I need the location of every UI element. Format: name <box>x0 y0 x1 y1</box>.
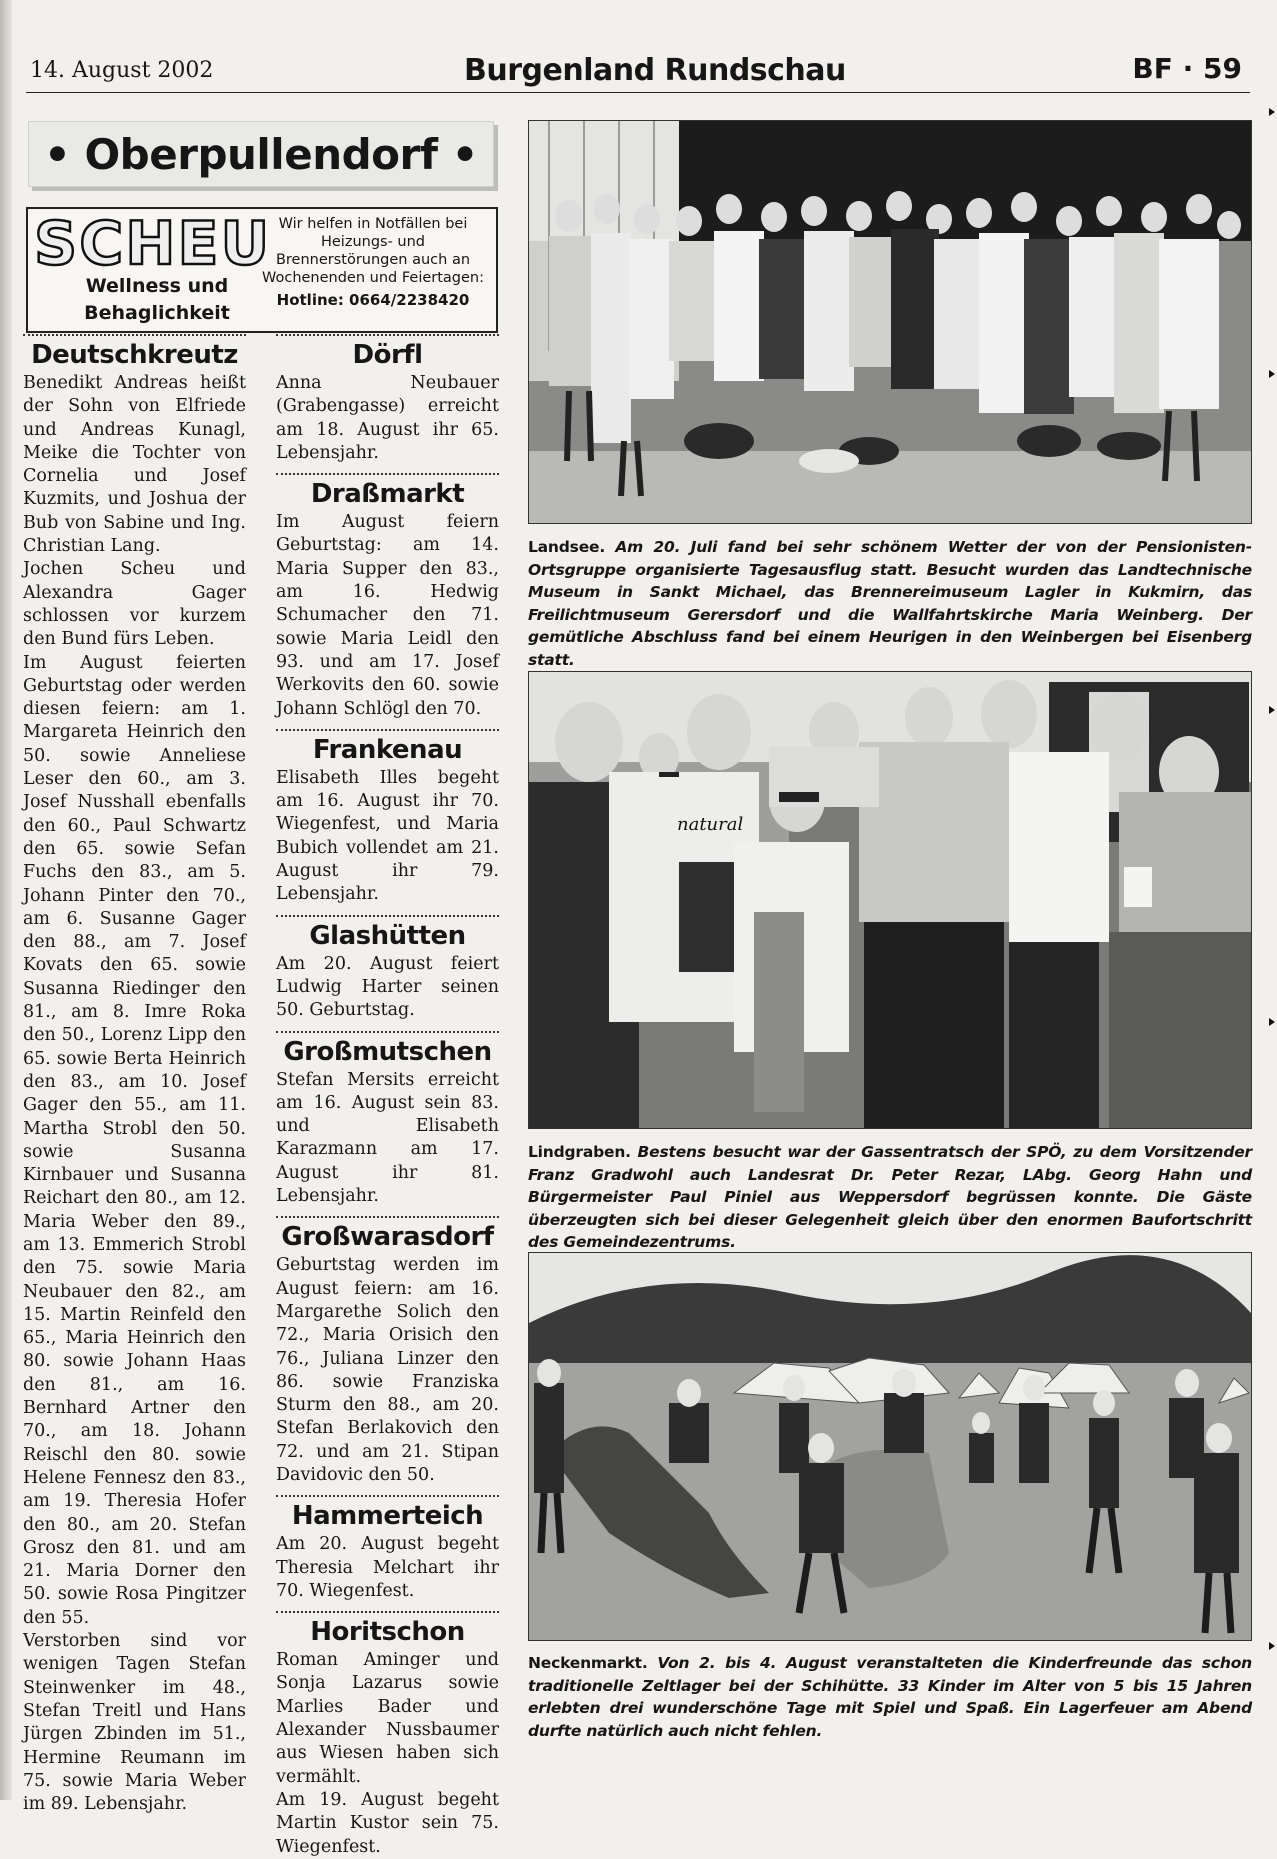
ad-slogan: Wellness und Behaglichkeit <box>84 275 230 324</box>
section-title: Dörfl <box>352 340 423 370</box>
section-doerfl <box>276 338 499 465</box>
caption-neckenmarkt <box>528 1652 1252 1742</box>
page-header <box>26 52 1250 93</box>
paragraph: Am 19. August begeht Martin Kustor sein 75. Wiegenfest. <box>276 1789 499 1857</box>
section-title: Deutschkreutz <box>31 340 238 370</box>
caption-place: Lindgraben. <box>528 1143 631 1161</box>
ad-description: Wir helfen in Notfällen bei Heizungs- und Brennerstörungen auch an Wochenenden und Feiertagen: <box>261 216 484 286</box>
margin-mark <box>1269 1018 1275 1026</box>
caption-place: Neckenmarkt. <box>528 1654 648 1672</box>
paragraph: Elisabeth Illes begeht am 16. August ihr 70. Wiegenfest, und Maria Bubich vollendet am 21. August ihr 79. Lebensjahr. <box>276 767 499 905</box>
section-grosswarasdorf <box>276 1216 499 1487</box>
paragraph: Verstorben sind vor wenigen Tagen Stefan Steinwenker im 48., Stefan Treitl und Hans Jürgen Zbinden im 51., Hermine Reumann im 75. sowie Maria Weber im 89. Lebensjahr. <box>23 1631 246 1815</box>
caption-text: Von 2. bis 4. August veranstalteten die Kinderfreunde das schon traditionelle Zeltlager bei der Schihütte. 33 Kinder im Alter von 5 bis 15 Jahren erlebten drei wunderschöne Tage mit Spiel und Spaß. Ein Lagerfeuer am Abend durfte natürlich auch nicht fehlen. <box>528 1654 1253 1740</box>
section-hammerteich <box>276 1495 499 1603</box>
section-title: Glashütten <box>309 920 466 951</box>
section-title: Großwarasdorf <box>281 1222 494 1253</box>
paragraph: Anna Neubauer (Grabengasse) erreicht am 18. August ihr 65. Lebensjahr. <box>276 373 499 463</box>
section-drassmarkt <box>276 473 499 721</box>
section-glashuetten <box>276 915 499 1023</box>
paragraph: Am 20. August feiert Ludwig Harter seinen 50. Geburtstag. <box>276 953 499 1021</box>
margin-mark <box>1269 370 1275 378</box>
section-deutschkreutz <box>23 338 246 1816</box>
section-title: Horitschon <box>310 1617 465 1648</box>
section-title: Draßmarkt <box>310 479 465 510</box>
column-middle <box>276 334 499 1859</box>
margin-mark <box>1269 1642 1275 1650</box>
paragraph: Benedikt Andreas heißt der Sohn von Elfriede und Andreas Kunagl, Meike die Tochter von Cornelia und Josef Kuzmits, und Joshua der Bub von Sabine und Ing. Christian Lang. <box>23 373 246 557</box>
photo-lindgraben-group <box>528 671 1252 1129</box>
newspaper-title: Burgenland Rundschau <box>464 53 846 88</box>
region-title: • Oberpullendorf • <box>44 129 478 179</box>
ad-text-block <box>260 215 486 309</box>
caption-landsee <box>528 536 1252 671</box>
paragraph: Im August feierten Geburtstag oder werden diesen feiern: am 1. Margareta Heinrich den 50. sowie Anneliese Leser den 60., am 3. Josef Nusshall ebenfalls den 60., Paul Schwartz den 65. sowie Sefan Fuchs den 83., am 5. Johann Pinter den 70., am 6. Susanne Gager den 88., am 7. Josef Kovats den 65. sowie Susanna Riedinger den 81., am 8. Imre Roka den 50., Lorenz Lipp den 65. sowie Berta Heinrich den 83., am 10. Josef Gager den 55., am 11. Martha Strobl den 50. sowie Susanna Kirnbauer und Susanna Reichart den 80., am 12. Maria Weber den 89., am 13. Emmerich Strobl den 75. sowie Maria Neubauer den 82., am 15. Martin Reinfeld den 65., Maria Heinrich den 80. sowie Johann Haas den 81., am 16. Bernhard Artner den 70., am 18. Johann Reischl den 80. sowie Helene Fennesz den 83., am 19. Theresia Hofer den 80., am 20. Stefan Grosz den 81. und am 21. Maria Dorner den 50. sowie Rosa Pingitzer den 55. <box>23 652 246 1628</box>
page-edge-shadow <box>0 0 12 1800</box>
caption-text: Am 20. Juli fand bei sehr schönem Wetter der von der Pensionisten-Ortsgruppe organisierte Tagesausflug statt. Besucht wurden das Landtechnische Museum in Sankt Michael, das Brennereimuseum Lagler in Kukmirn, das Freilichtmuseum Gerersdorf und die Wallfahrtskirche Maria Weinberg. Der gemütliche Abschluss fand bei einem Heurigen in den Weinbergen bei Eisenberg statt. <box>528 538 1253 669</box>
margin-mark <box>1269 108 1275 116</box>
caption-place: Landsee. <box>528 538 606 556</box>
photo-landsee-image <box>529 121 1251 523</box>
caption-lindgraben <box>528 1141 1252 1254</box>
paragraph: Geburtstag werden im August feiern: am 16. Margarethe Solich den 72., Maria Orisich den 76., Juliana Linzer den 86. sowie Franziska Sturm den 88., am 20. Stefan Berlakovich den 72. und am 21. Stipan Davidovic den 50. <box>276 1255 499 1485</box>
ad-hotline: Hotline: 0664/2238420 <box>276 291 470 309</box>
paragraph: Jochen Scheu und Alexandra Gager schlossen vor kurzem den Bund fürs Leben. <box>23 559 246 650</box>
section-title: Großmutschen <box>283 1036 492 1067</box>
tshirt-text: natural <box>677 814 744 835</box>
caption-text: Bestens besucht war der Gassentratsch der SPÖ, zu dem Vorsitzender Franz Gradwohl auch Landesrat Dr. Peter Rezar, LAbg. Georg Hahn und Bürgermeister Paul Piniel aus Weppersdorf begrüssen konnte. Die Gäste überzeugten sich bei dieser Gelegenheit gleich über den enormen Baufortschritt des Gemeindezentrums. <box>528 1143 1252 1251</box>
page-number: BF · 59 <box>1132 52 1242 85</box>
scheu-advertisement <box>26 207 498 333</box>
section-title: Frankenau <box>312 734 463 765</box>
scheu-logo: SCHEU <box>34 209 272 279</box>
section-horitschon <box>276 1611 499 1859</box>
region-banner <box>28 121 494 187</box>
section-grossmutschen <box>276 1031 499 1209</box>
issue-date: 14. August 2002 <box>30 58 214 83</box>
photo-lindgraben-image <box>529 672 1251 1128</box>
paragraph: Im August feiern Geburtstag: am 14. Maria Supper den 83., am 16. Hedwig Schumacher den 71. sowie Maria Leidl den 93. und am 17. Josef Werkovits den 60. sowie Johann Schlögl den 70. <box>276 512 499 719</box>
paragraph: Am 20. August begeht Theresia Melchart ihr 70. Wiegenfest. <box>276 1534 499 1601</box>
column-left <box>23 334 246 1816</box>
photo-neckenmarkt-image <box>529 1253 1251 1640</box>
paragraph: Roman Aminger und Sonja Lazarus sowie Marlies Bader und Alexander Nussbaumer aus Wiesen haben sich vermählt. <box>276 1650 499 1787</box>
section-frankenau <box>276 729 499 907</box>
margin-mark <box>1269 706 1275 714</box>
paragraph: Stefan Mersits erreicht am 16. August sein 83. und Elisabeth Karazmann am 17. August ihr 81. Lebensjahr. <box>276 1069 499 1207</box>
section-title: Hammerteich <box>291 1501 484 1532</box>
photo-neckenmarkt-camp <box>528 1252 1252 1641</box>
photo-landsee-group <box>528 120 1252 524</box>
